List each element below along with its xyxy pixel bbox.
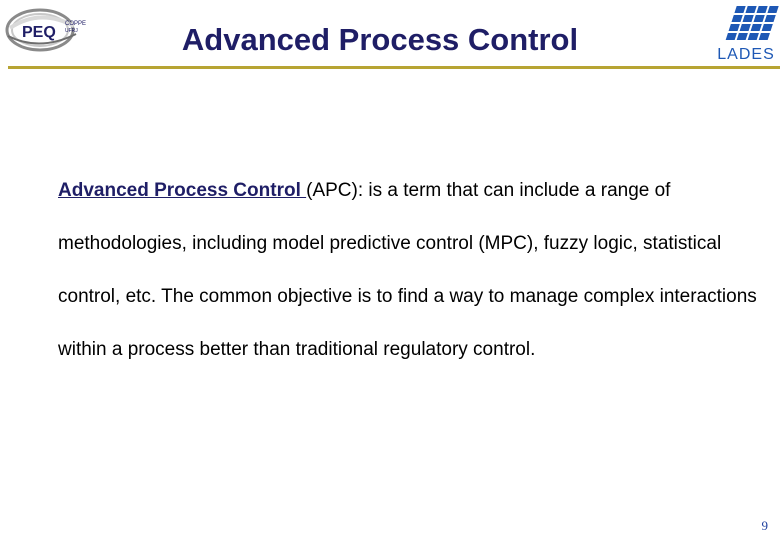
lades-grid-logo-icon [712,2,780,66]
peq-coppe-logo-icon [4,6,100,54]
page-title: Advanced Process Control [181,22,579,57]
paragraph-text: (APC): is a term that can include a range of methodologies, including model predictive control (MPC), fuzzy logic, statistical control, etc. The common objective is to find a way to manage complex interactions within a process better than traditional regulatory control. [58,180,757,360]
left-logo-subtext: COPPE [65,21,87,27]
right-logo-text: LADES [717,46,775,63]
body-paragraph [58,164,758,376]
left-logo-text: PEQ [22,24,56,41]
left-logo-subtext2: UFRJ [65,28,78,34]
apc-term: Advanced Process Control [58,180,307,201]
title-divider [8,66,780,69]
page-number: 9 [761,518,768,533]
